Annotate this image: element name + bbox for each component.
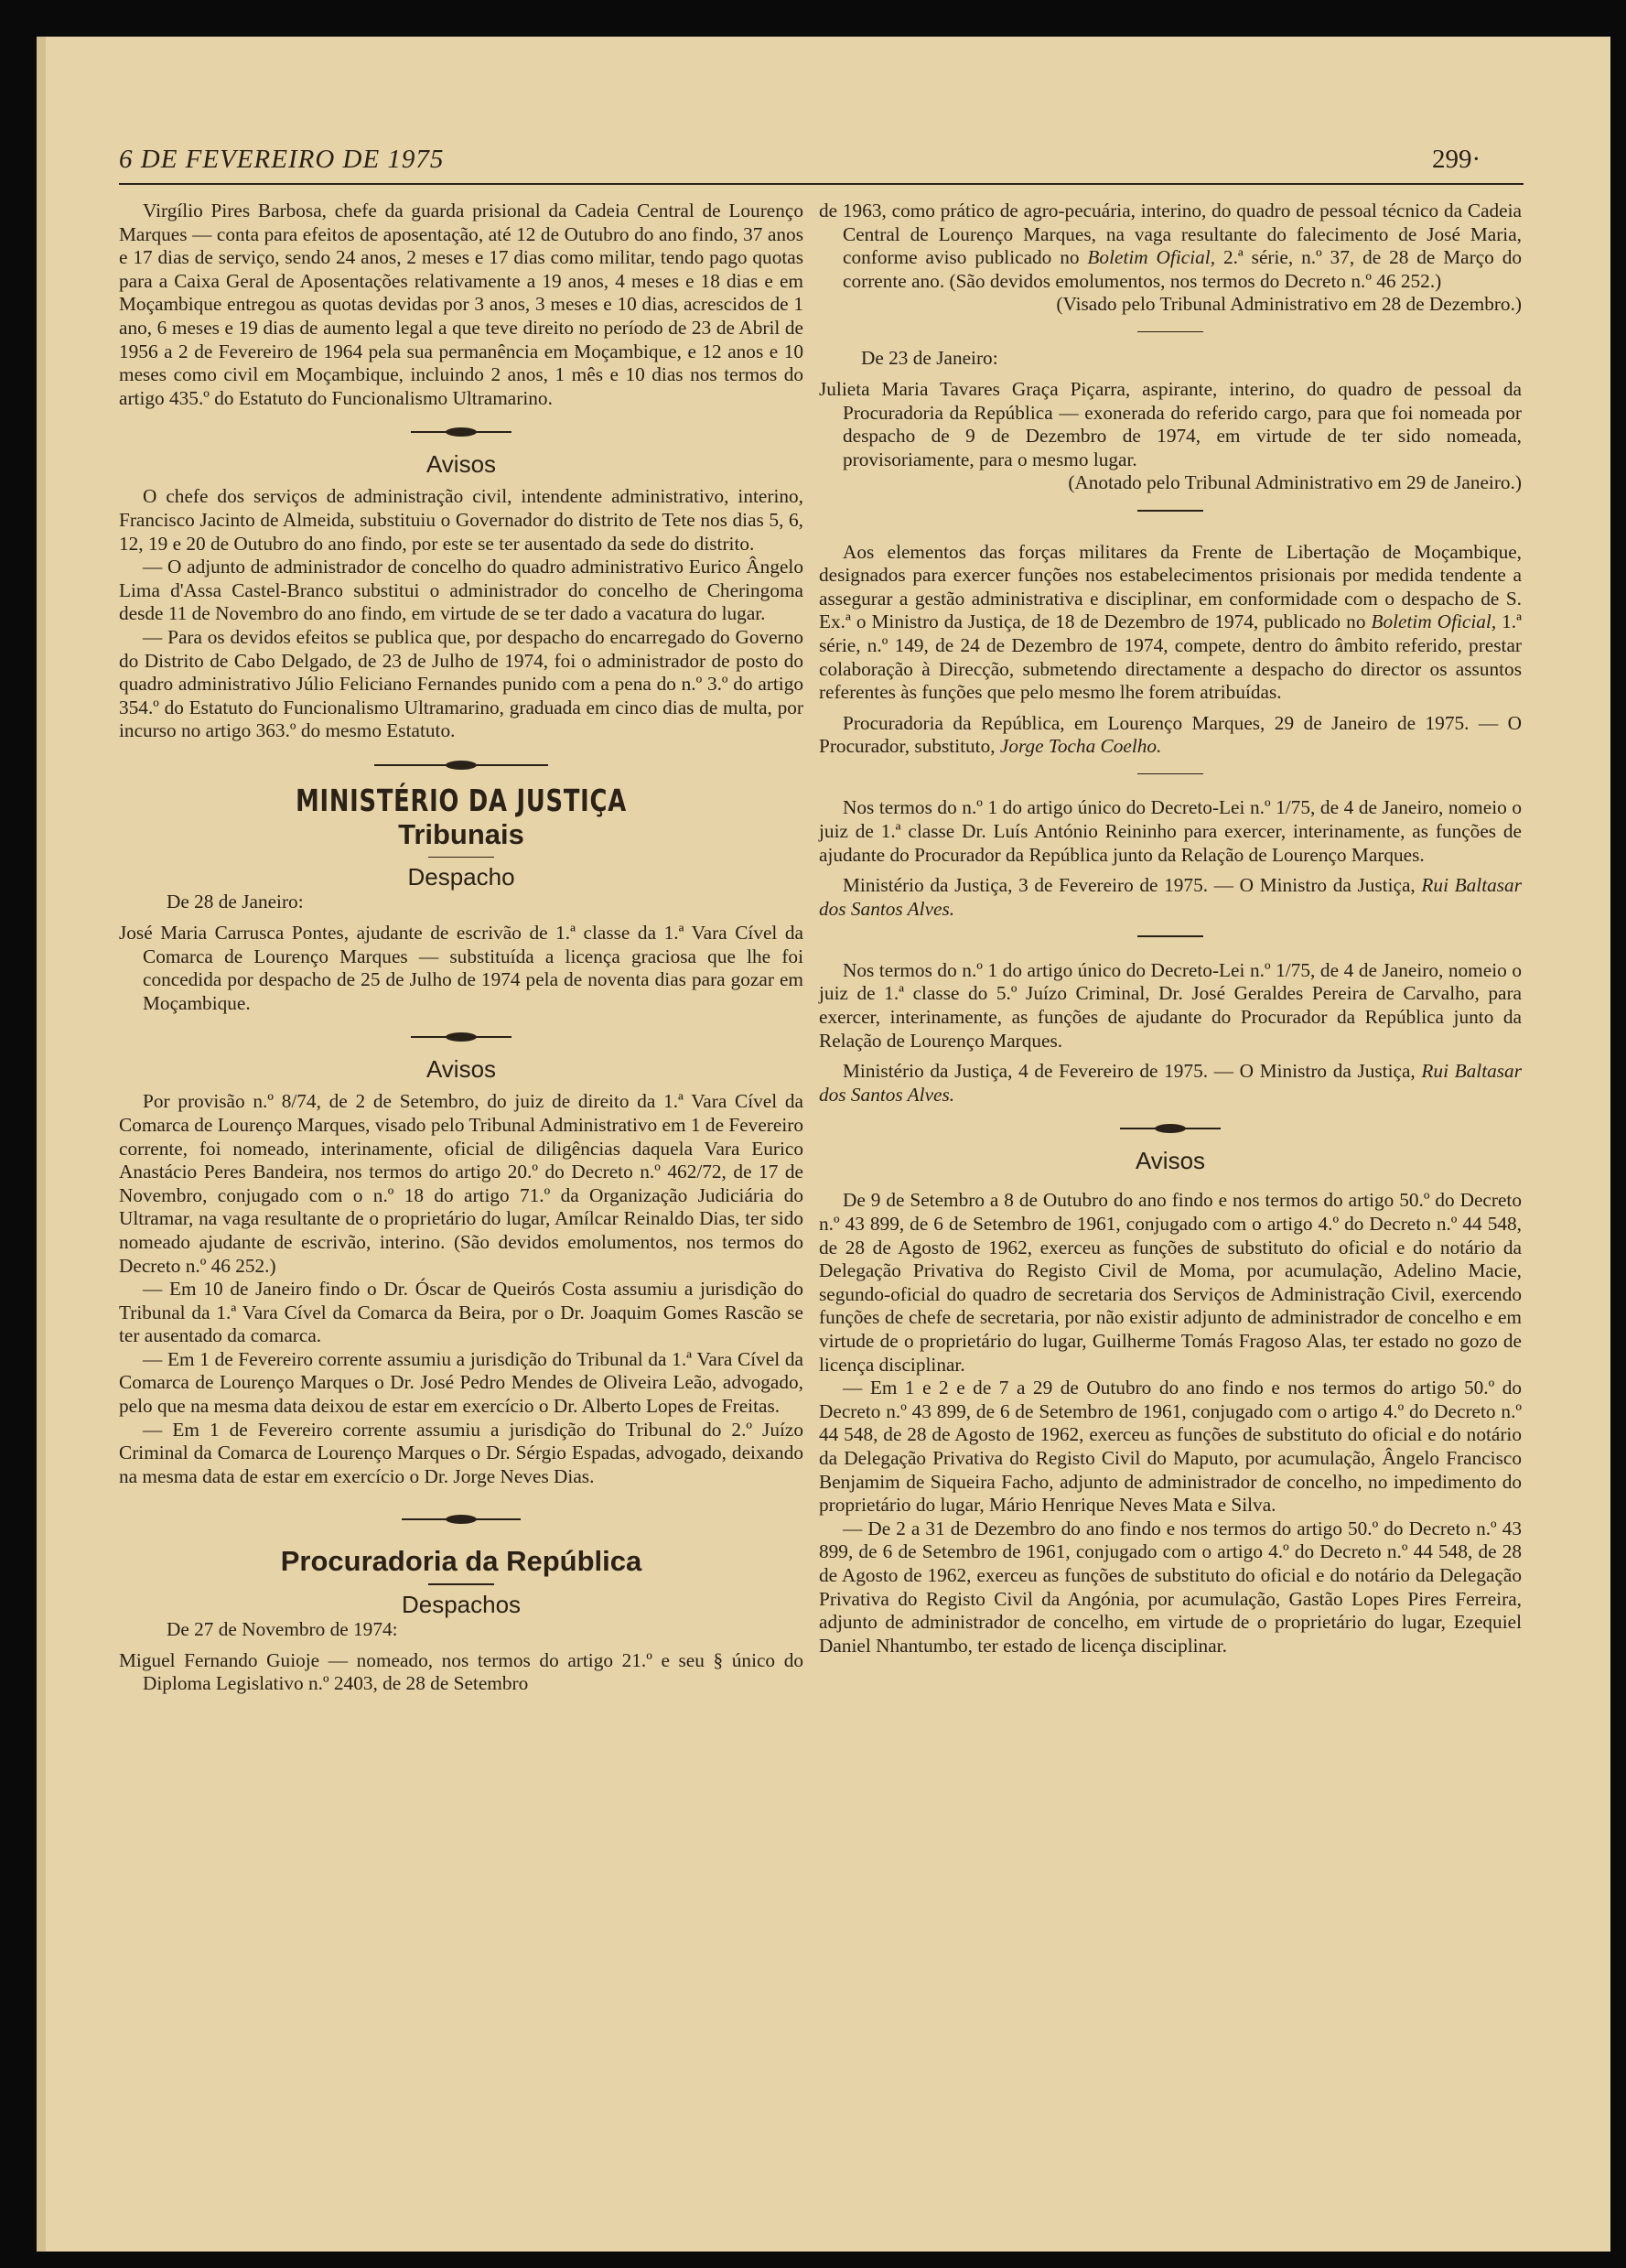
header-date: 6 DE FEVEREIRO DE 1975 [119, 145, 445, 174]
ornament-divider [411, 423, 511, 441]
paragraph-adjunto-cheringoma: — O adjunto de administrador de concelho do quadro administrativo Eurico Ângelo Lima d'Assa Castel-Branco substitui o administrador do concelho de Cheringoma desde 11 de Novembro do ano findo, em virtude de se ter dado a vacatura do lugar. [119, 556, 803, 625]
short-rule [1137, 935, 1203, 937]
header-rule [119, 183, 1524, 185]
short-rule [1137, 331, 1203, 333]
paragraph-carrusca: José Maria Carrusca Pontes, ajudante de escrivão de 1.ª classe da 1.ª Vara Cível da Comarca de Lourenço Marques — substituída a licença graciosa que lhe foi concedida por despacho de 25 de Julho de 1974 pela de noventa dias para gozar em Moçambique. [119, 921, 803, 1014]
short-rule [428, 857, 494, 859]
heading-tribunais: Tribunais [398, 817, 524, 850]
paragraph-cabo-delgado: — Para os devidos efeitos se publica que, por despacho do encarregado do Governo do Distrito de Cabo Delgado, de 23 de Julho de 1974, foi o administrador de posto do quadro administrativo Júlio Feliciano Fernandes punido com a pena do n.º 3.º do artigo 354.º do Estatuto do Funcionalismo Ultramarino, graduada em cinco dias de multa, por incurso no artigo 363.º do mesmo Estatuto. [119, 625, 803, 742]
note-visado: (Visado pelo Tribunal Administrativo em 28 de Dezembro.) [1056, 293, 1522, 316]
paragraph-moma: De 9 de Setembro a 8 de Outubro do ano findo e nos termos do artigo 50.º do Decreto n.º 43 899, de 6 de Setembro de 1961, conjugado com o artigo 4.º do Decreto n.º 44 548, de 28 de Agosto de 1962, exerceu as funções de substituto do oficial e do notário da Delegação Privativa do Registo Civil de Moma, por acumulação, Adelino Macie, segundo-oficial do quadro de secretaria dos Serviços de Administração Civil, exercendo funções de chefe de secretaria, por não existir adjunto de administrador de concelho e em virtude de o proprietário do lugar, Guilherme Tomás Fragoso Alas, ter estado no gozo de licença disciplinar. [819, 1189, 1522, 1376]
right-column [819, 200, 1522, 1658]
date-de-23: De 23 de Janeiro: [861, 347, 998, 370]
heading-avisos: Avisos [425, 450, 497, 479]
paragraph-ministerio-3-fev: Ministério da Justiça, 3 de Fevereiro de 1975. — O Ministro da Justiça, Rui Baltasar dos Santos Alves. [819, 874, 1522, 920]
paragraph-guioje: Miguel Fernando Guioje — nomeado, nos termos do artigo 21.º e seu § único do Diploma Legislativo n.º 2403, de 28 de Setembro [119, 1648, 803, 1695]
paragraph-chefe-servicos: O chefe dos serviços de administração civil, intendente administrativo, interino, Francisco Jacinto de Almeida, substituiu o Governador do distrito de Tete nos dias 5, 6, 12, 19 e 20 de Outubro do ano findo, por este se ter ausentado da sede do distrito. [119, 485, 803, 555]
date-de-28: De 28 de Janeiro: [167, 891, 304, 913]
paragraph-frente-libertacao: Aos elementos das forças militares da Frente de Libertação de Moçambique, designados para exercer funções nos estabelecimentos prisionais por medida tendente a assegurar a gestão administrativa e disciplinar, em conformidade com o despacho de S. Ex.ª o Ministro da Justiça, de 18 de Dezembro de 1974, publicado no Boletim Oficial, 1.ª série, n.º 149, de 24 de Dezembro de 1974, compete, dentro do âmbito referido, prestar colaboração à Direcção, submetendo directamente a despacho do director os assuntos referentes às funções que pelo mesmo lhe forem atribuídas. [819, 540, 1523, 704]
paragraph-virgilio: Virgílio Pires Barbosa, chefe da guarda prisional da Cadeia Central de Lourenço Marques — conta para efeitos de aposentação, até 12 de Outubro do ano findo, 37 anos e 17 dias de serviço, sendo 24 anos, 2 meses e 17 dias como militar, tendo pago quotas para a Caixa Geral de Aposentações relativamente a 19 anos, 4 meses e 18 dias e em Moçambique entregou as quotas devidas por 3 anos, 3 meses e 10 dias, acrescidos de 1 ano, 6 meses e 19 dias de aumento legal a que teve direito no período de 23 de Abril de 1956 a 2 de Fevereiro de 1964 pela sua permanência em Moçambique, e 12 anos e 10 meses como civil em Moçambique, incluindo 2 anos, 1 mês e 10 dias nos termos do artigo 435.º do Estatuto do Funcionalismo Ultramarino. [119, 200, 803, 409]
note-anotado: (Anotado pelo Tribunal Administrativo em 29 de Janeiro.) [1068, 471, 1522, 494]
heading-ministerio-justica: MINISTÉRIO DA JUSTIÇA [296, 782, 627, 818]
paragraph-angonia: — De 2 a 31 de Dezembro do ano findo e nos termos do artigo 50.º do Decreto n.º 43 899, de 6 de Setembro de 1961, conjugado com o artigo 4.º do Decreto n.º 44 548, de 28 de Agosto de 1962, exerceu as funções de substituto do oficial e do notário da Delegação Privativa do Registo Civil da Angónia, por acumulação, Gastão Lopes Pires Ferreira, adjunto de administrador de concelho, em virtude de o proprietário do lugar, Ezequiel Daniel Nhantumbo, ter estado de licença disciplinar. [819, 1517, 1522, 1657]
paragraph-pratico-agro: de 1963, como prático de agro-pecuária, interino, do quadro de pessoal técnico da Cadeia Central de Lourenço Marques, na vaga resultante do falecimento de José Maria, conforme aviso publicado no Boletim Oficial, 2.ª série, n.º 37, de 28 de Março do corrente ano. (São devidos emolumentos, nos termos do Decreto n.º 46 252.) [819, 200, 1523, 292]
page-fold-shadow [37, 37, 46, 2252]
short-rule [428, 1583, 494, 1585]
date-de-27: De 27 de Novembro de 1974: [167, 1617, 398, 1640]
page-number: 299· [1432, 145, 1481, 174]
short-rule [1137, 773, 1203, 775]
ornament-divider [374, 756, 548, 774]
newspaper-page [37, 37, 1610, 2252]
paragraph-reininho: Nos termos do n.º 1 do artigo único do Decreto-Lei n.º 1/75, de 4 de Janeiro, nomeio o juiz de 1.ª classe Dr. Luís António Reininho para exercer, interinamente, as funções de ajudante do Procurador da República junto da Relação de Lourenço Marques. [819, 796, 1522, 866]
heading-avisos: Avisos [1135, 1147, 1206, 1175]
ornament-divider [1120, 1119, 1221, 1138]
heading-avisos: Avisos [425, 1055, 497, 1084]
paragraph-espadas: — Em 1 de Fevereiro corrente assumiu a jurisdição do Tribunal do 2.º Juízo Criminal da Comarca de Lourenço Marques o Dr. Sérgio Espadas, advogado, deixando na mesma data de estar em exercício o Dr. Jorge Neves Dias. [119, 1418, 803, 1487]
left-column [119, 200, 803, 1696]
paragraph-ministerio-4-fev: Ministério da Justiça, 4 de Fevereiro de 1975. — O Ministro da Justiça, Rui Baltasar dos Santos Alves. [819, 1060, 1522, 1106]
paragraph-oliveira-leao: — Em 1 de Fevereiro corrente assumiu a jurisdição do Tribunal da 1.ª Vara Cível da Comarca de Lourenço Marques o Dr. José Pedro Mendes de Oliveira Leão, advogado, pelo que na mesma data deixou de estar em exercício o Dr. Alberto Lopes de Freitas. [119, 1347, 803, 1418]
paragraph-picarra: Julieta Maria Tavares Graça Piçarra, aspirante, interino, do quadro de pessoal da Procuradoria da República — exonerada do referido cargo, para que foi nomeada por despacho de 9 de Dezembro de 1974, em virtude de ter sido nomeada, provisoriamente, para o mesmo lugar. [819, 378, 1522, 470]
heading-despachos: Despachos [401, 1590, 522, 1618]
heading-despacho: Despacho [407, 863, 515, 891]
ornament-divider [402, 1510, 521, 1528]
short-rule [1137, 510, 1203, 512]
paragraph-provisao: Por provisão n.º 8/74, de 2 de Setembro, do juiz de direito da 1.ª Vara Cível da Comarca de Lourenço Marques, visado pelo Tribunal Administrativo em 1 de Fevereiro corrente, foi nomeado, interinamente, oficial de diligências daquela Vara Eurico Anastácio Peres Bandeira, nos termos do artigo 20.º do Decreto n.º 462/72, de 17 de Novembro, conjugado com o n.º 18 do artigo 71.º da Organização Judiciária do Ultramar, na vaga resultante de o proprietário do lugar, Amílcar Reinaldo Dias, ter sido nomeado ajudante de escrivão, interino. (São devidos emolumentos, nos termos do Decreto n.º 46 252.) [119, 1090, 803, 1277]
paragraph-queiros: — Em 10 de Janeiro findo o Dr. Óscar de Queirós Costa assumiu a jurisdição do Tribunal da 1.ª Vara Cível da Comarca da Beira, por o Dr. Joaquim Gomes Rascão se ter ausentado da comarca. [119, 1278, 803, 1347]
paragraph-geraldes: Nos termos do n.º 1 do artigo único do Decreto-Lei n.º 1/75, de 4 de Janeiro, nomeio o juiz de 1.ª classe do 5.º Juízo Criminal, Dr. José Geraldes Pereira de Carvalho, para exercer, interinamente, as funções de ajudante do Procurador da República junto da Relação de Lourenço Marques. [819, 958, 1522, 1052]
heading-procuradoria: Procuradoria da República [280, 1545, 642, 1578]
paragraph-maputo: — Em 1 e 2 e de 7 a 29 de Outubro do ano findo e nos termos do artigo 50.º do Decreto n.º 43 899, de 6 de Setembro de 1961, conjugado com o artigo 4.º do Decreto n.º 44 548, de 28 de Agosto de 1962, exerceu as funções de substituto do oficial e do notário da Delegação Privativa do Registo Civil do Maputo, por acumulação, Ângelo Francisco Benjamim de Siqueira Facho, adjunto de administrador de concelho, no impedimento do proprietário do lugar, Mário Henrique Neves Mata e Silva. [819, 1377, 1522, 1517]
paragraph-procuradoria-signature: Procuradoria da República, em Lourenço Marques, 29 de Janeiro de 1975. — O Procurador, substituto, Jorge Tocha Coelho. [819, 711, 1522, 758]
ornament-divider [411, 1028, 511, 1046]
